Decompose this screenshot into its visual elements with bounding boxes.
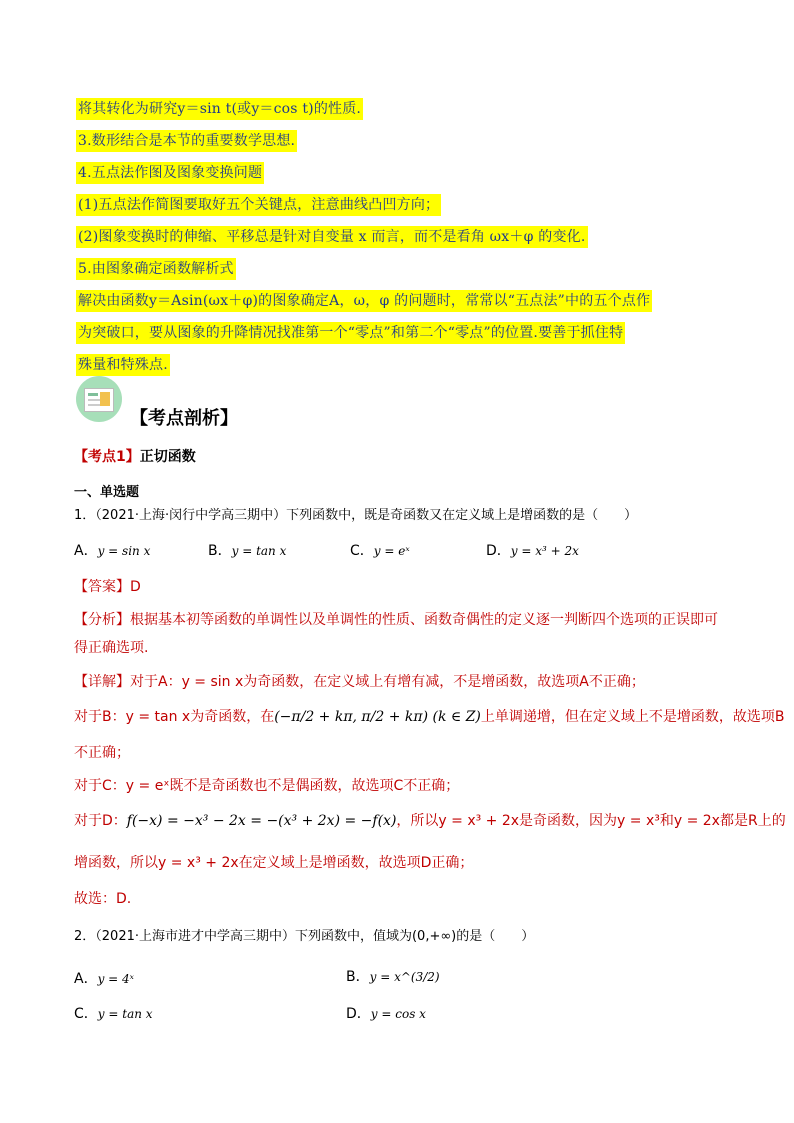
q2-option-b: B．y = x^(3/2): [346, 969, 440, 985]
q1-option-d: D．y = x³ + 2x: [486, 543, 579, 559]
bookmark-icon: [100, 392, 110, 406]
section-title: 【考点剖析】: [130, 408, 238, 429]
q2-option-c: C．y = tan x: [74, 1006, 153, 1022]
q1-stem: 1．（2021·上海·闵行中学高三期中）下列函数中，既是奇函数又在定义域上是增函数的是（ ）: [74, 508, 638, 523]
summary-line-8: 为突破口，要从图象的升降情况找准第一个“零点”和第二个“零点”的位置.要善于抓住特: [76, 322, 625, 342]
summary-line-3: 4.五点法作图及图象变换问题: [76, 162, 264, 182]
q1-answer: 【答案】D: [74, 579, 141, 595]
summary-line-7: 解决由函数y＝Asin(ωx＋φ)的图象确定A，ω，φ 的问题时，常常以“五点法”中的五个点作: [76, 290, 652, 310]
interval-expression: (−π/2 + kπ, π/2 + kπ) (k ∈ Z): [274, 709, 481, 725]
q1-option-c: C．y = eˣ: [350, 543, 410, 559]
summary-line-6: 5.由图象确定函数解析式: [76, 258, 236, 278]
q2-stem: 2．（2021·上海市进才中学高三期中）下列函数中，值域为(0,+∞)的是（ ）: [74, 929, 535, 944]
q1-detail-line-6: 增函数，所以y = x³ + 2x在定义域上是增函数，故选项D正确；: [74, 855, 474, 871]
q1-detail-line-3: 不正确；: [74, 745, 130, 761]
q1-option-b: B．y = tan x: [208, 543, 287, 559]
q1-detail-line-1: 【详解】对于A：y = sin x为奇函数，在定义域上有增有减，不是增函数，故选项A不正确；: [74, 674, 645, 690]
summary-line-9: 殊量和特殊点.: [76, 354, 170, 374]
kaodian-name: 正切函数: [139, 449, 196, 465]
kaodian-bracket: 【考点1】: [74, 449, 140, 465]
q1-detail-line-4: 对于C：y = eˣ既不是奇函数也不是偶函数，故选项C不正确；: [74, 778, 460, 794]
q1-detail-line-7: 故选：D.: [74, 891, 132, 907]
q1-detail-line-2: 对于B：y = tan x为奇函数，在(−π/2 + kπ, π/2 + kπ) (k ∈ Z)上单调递增，但在定义域上不是增函数，故选项B: [74, 709, 785, 725]
summary-line-1: 将其转化为研究y＝sin t(或y＝cos t)的性质.: [76, 98, 363, 118]
q1-analysis-line-2: 得正确选项.: [74, 640, 149, 656]
q1-option-a: A．y = sin x: [74, 543, 151, 559]
summary-line-5: (2)图象变换时的伸缩、平移总是针对自变量 x 而言，而不是看角 ωx＋φ 的变化.: [76, 226, 588, 246]
summary-line-4: (1)五点法作简图要取好五个关键点，注意曲线凸凹方向；: [76, 194, 441, 214]
odd-function-equation: f(−x) = −x³ − 2x = −(x³ + 2x) = −f(x): [126, 813, 397, 829]
q2-option-a: A．y = 4ˣ: [74, 971, 134, 987]
kaodian-heading: [74, 446, 196, 466]
q1-analysis-line-1: 【分析】根据基本初等函数的单调性以及单调性的性质、函数奇偶性的定义逐一判断四个选项的正误即可: [74, 612, 718, 628]
q1-detail-line-5: 对于D：f(−x) = −x³ − 2x = −(x³ + 2x) = −f(x)，所以y = x³ + 2x是奇函数，因为y = x³和y = 2x都是R上的: [74, 813, 786, 829]
q2-option-d: D．y = cos x: [346, 1006, 426, 1022]
summary-line-2: 3.数形结合是本节的重要数学思想.: [76, 130, 297, 150]
subheading: 一、单选题: [74, 485, 140, 500]
